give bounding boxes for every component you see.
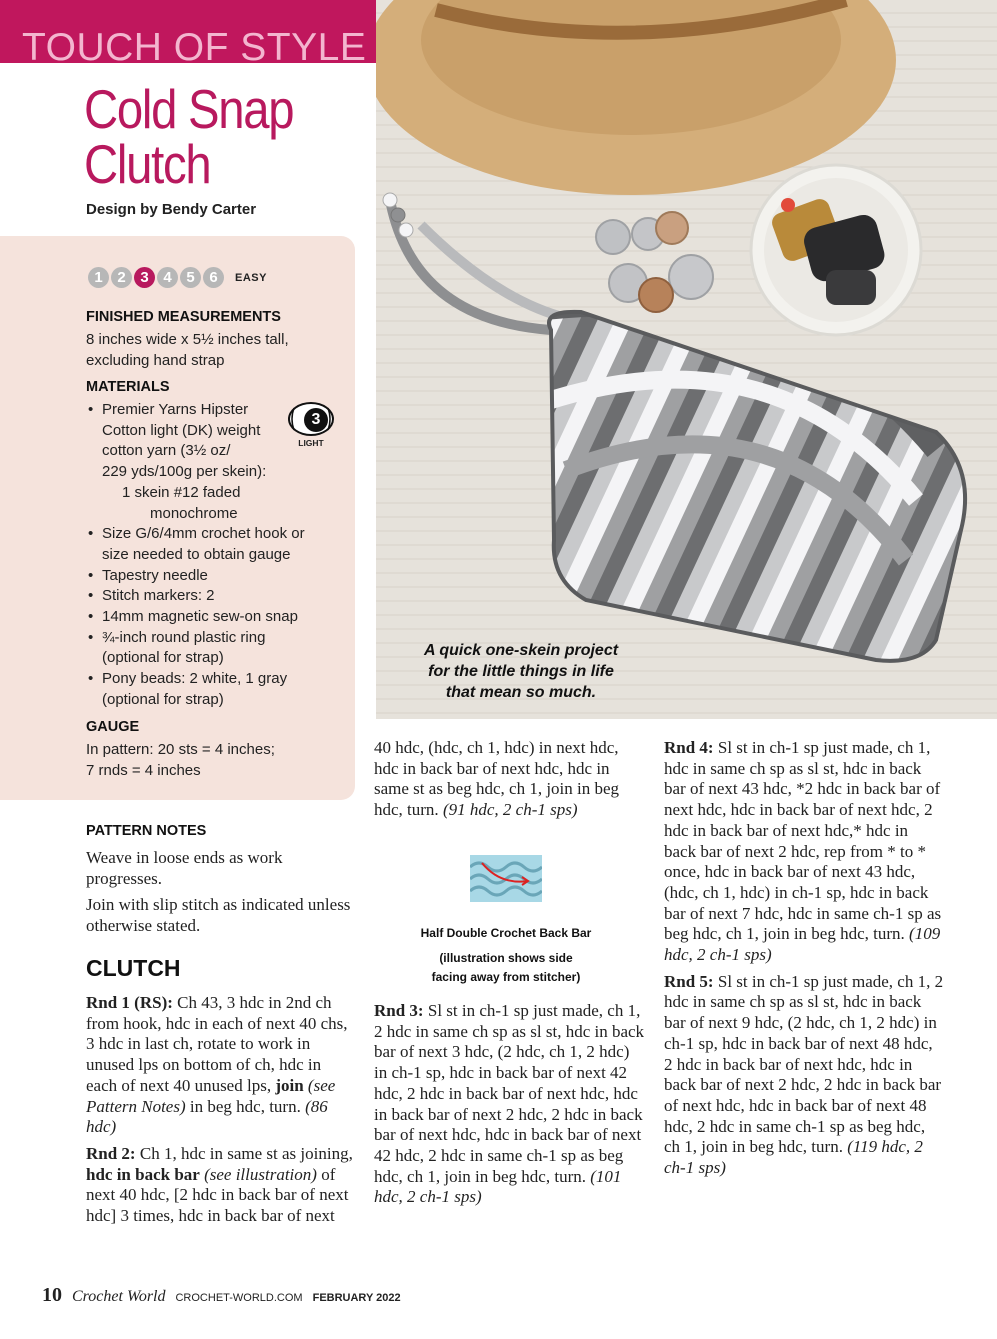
magazine-name: Crochet World <box>72 1288 166 1305</box>
round-5 <box>664 972 944 1179</box>
round-2-text: Ch 1, hdc in same st as joining, <box>135 1143 353 1163</box>
illustration-caption-line-2: (illustration shows side <box>439 951 573 965</box>
beads-line-1: • Pony beads: 2 white, 1 gray <box>102 670 288 688</box>
instructions-column-2-bottom <box>374 1001 646 1214</box>
materials-heading: MATERIALS <box>86 379 170 395</box>
page-number: 10 <box>42 1284 62 1306</box>
material-beads <box>86 669 336 710</box>
round-3-text: Sl st in ch-1 sp just made, ch 1, 2 hdc in same ch sp as sl st, hdc in back bar of next 3 hdc, (2 hdc, ch 1, 2 hdc) in ch-1 sp, hdc in back bar of next 42 hdc, 2 hdc in back bar of next hdc, hdc in back bar of next 2 hdc, 2 hdc in back bar of next hdc, hdc in back bar of next 42 hdc, 2 hdc in same ch-1 sp as beg hdc, ch 1, join in beg hdc, turn. <box>374 1001 645 1186</box>
illustration-caption-line-3: facing away from stitcher) <box>431 970 581 984</box>
pattern-title <box>84 78 294 195</box>
round-2-continued <box>374 738 644 821</box>
round-2 <box>86 1144 356 1227</box>
section-banner-text: TOUCH OF STYLE <box>22 26 367 69</box>
round-4-count: (109 hdc, 2 ch-1 sps) <box>664 924 941 965</box>
round-5-text: Sl st in ch-1 sp just made, ch 1, 2 hdc in same ch sp as sl st, hdc in back bar of next 9 hdc, (2 hdc, ch 1, 2 hdc) in ch-1 sp, hdc in back bar of next 48 hdc, 2 hdc in back bar of next hdc, hdc in back bar of next 2 hdc, 2 hdc in back bar of next hdc, hdc in back bar of next 48 hdc, 2 hdc in same ch-1 sp as beg hdc, ch 1, join in beg hdc, turn. <box>664 971 944 1157</box>
product-photo <box>376 0 997 719</box>
gauge-heading: GAUGE <box>86 719 140 735</box>
yarn-weight-number: 3 <box>304 408 328 432</box>
round-1-count: (86 hdc) <box>86 1096 328 1137</box>
hook-line-1: • Size G/6/4mm crochet hook or <box>102 525 305 543</box>
round-3 <box>374 1001 646 1208</box>
caption-line-2: for the little things in life <box>428 663 614 680</box>
pattern-notes <box>86 848 356 943</box>
instructions-column-1 <box>86 993 356 1233</box>
yarn-line-3: cotton yarn (3½ oz/ <box>102 442 231 460</box>
yarn-ball-icon <box>288 402 334 436</box>
title-line-1: Cold Snap <box>84 78 294 140</box>
round-4-label: Rnd 4: <box>664 738 714 757</box>
round-2-note: (see illustration) <box>199 1164 317 1184</box>
yarn-line-1: • Premier Yarns Hipster <box>102 401 249 418</box>
round-2-count: (91 hdc, 2 ch-1 sps) <box>442 800 578 820</box>
finished-measurements-text <box>86 329 289 371</box>
material-ring <box>86 628 336 669</box>
ring-line-2: (optional for strap) <box>102 649 224 667</box>
illustration-caption <box>376 924 636 987</box>
finished-line-2: excluding hand strap <box>86 352 225 369</box>
material-snap: • 14mm magnetic sew-on snap <box>86 607 336 628</box>
clutch-heading: CLUTCH <box>86 955 181 981</box>
round-3-label: Rnd 3: <box>374 1001 424 1020</box>
back-bar-illustration <box>470 855 542 902</box>
illustration-caption-title: Half Double Crochet Back Bar <box>420 926 592 940</box>
round-1-note: (see Pattern Notes) <box>86 1075 336 1116</box>
round-2-back-bar: hdc in back bar <box>86 1164 200 1184</box>
issue-date: FEBRUARY 2022 <box>312 1292 401 1304</box>
skill-level-2: 2 <box>111 267 132 288</box>
page-footer <box>42 1284 401 1307</box>
instructions-column-2-top <box>374 738 644 827</box>
round-3-count: (101 hdc, 2 ch-1 sps) <box>374 1166 622 1207</box>
finished-line-1: 8 inches wide x 5½ inches tall, <box>86 331 289 348</box>
skill-level-3-active: 3 <box>134 267 155 288</box>
material-hook <box>86 524 336 565</box>
caption-line-3: that mean so much. <box>445 684 597 701</box>
yarn-line-5: 1 skein #12 faded <box>122 483 241 501</box>
material-markers: • Stitch markers: 2 <box>86 586 336 607</box>
round-1-text-2: in beg hdc, turn. <box>185 1096 306 1116</box>
gauge-line-1: In pattern: 20 sts = 4 inches; <box>86 741 275 758</box>
skill-level-5: 5 <box>180 267 201 288</box>
designer-byline: Design by Bendy Carter <box>86 201 257 218</box>
round-4 <box>664 738 944 966</box>
round-5-label: Rnd 5: <box>664 971 714 991</box>
yarn-line-6: monochrome <box>150 504 238 522</box>
pattern-note-2: Join with slip stitch as indicated unless otherwise stated. <box>86 895 351 936</box>
round-5-count: (119 hdc, 2 ch-1 sps) <box>664 1137 923 1178</box>
yarn-line-4: 229 yds/100g per skein): <box>102 463 267 481</box>
yarn-weight-label: LIGHT <box>298 438 324 448</box>
round-2-label: Rnd 2: <box>86 1143 136 1163</box>
round-1-label: Rnd 1 (RS): <box>86 993 173 1012</box>
caption-line-1: A quick one-skein project <box>423 642 619 659</box>
gauge-text <box>86 739 275 781</box>
round-1-join: join <box>275 1075 304 1095</box>
round-2-text-2: of next 40 hdc, [2 hdc in back bar of next hdc] 3 times, hdc in back bar of next <box>86 1164 349 1226</box>
pattern-note-1: Weave in loose ends as work progresses. <box>86 848 283 888</box>
ring-line-1: • ¾-inch round plastic ring <box>102 628 266 646</box>
instructions-column-3 <box>664 738 944 1185</box>
round-4-text: Sl st in ch-1 sp just made, ch 1, hdc in same ch sp as sl st, hdc in back bar of next 43 hdc, *2 hdc in back bar of next hdc, hdc in back bar of next hdc, 2 hdc in back bar of next hdc,* hdc in back bar of next 2 hdc, rep from * to * once, hdc in back bar of next 43 hdc, (hdc, ch 1, hdc) in ch-1 sp, hdc in back bar of next 7 hdc, hdc in same ch-1 sp as beg hdc, ch 1, join in beg hdc, turn. <box>664 738 942 944</box>
pattern-notes-heading: PATTERN NOTES <box>86 823 207 839</box>
round-1 <box>86 993 356 1138</box>
finished-measurements-heading: FINISHED MEASUREMENTS <box>86 309 281 325</box>
skill-level-6: 6 <box>203 267 224 288</box>
beads-line-2: (optional for strap) <box>102 690 224 708</box>
title-line-2: Clutch <box>84 133 211 195</box>
hook-line-2: size needed to obtain gauge <box>102 545 291 563</box>
yarn-line-2: Cotton light (DK) weight <box>102 421 261 439</box>
material-needle: • Tapestry needle <box>86 566 336 587</box>
section-banner <box>0 0 376 69</box>
skill-level-4: 4 <box>157 267 178 288</box>
yarn-weight-icon <box>285 402 337 448</box>
skill-level-label: EASY <box>235 271 267 284</box>
round-1-text: Ch 43, 3 hdc in 2nd ch from hook, hdc in each of next 40 chs, 3 hdc in last ch, rotate to work in unused lps on bottom of ch, hdc in each of next 40 unused lps, <box>86 993 348 1095</box>
gauge-line-2: 7 rnds = 4 inches <box>86 762 201 779</box>
round-2-cont-text: 40 hdc, (hdc, ch 1, hdc) in next hdc, hdc in back bar of next hdc, hdc in same st as beg hdc, ch 1, join in beg hdc, turn. <box>374 738 620 820</box>
photo-caption <box>378 640 664 703</box>
skill-level-1: 1 <box>88 267 109 288</box>
magazine-site: CROCHET-WORLD.COM <box>175 1292 303 1304</box>
skill-level-indicator <box>88 267 267 288</box>
